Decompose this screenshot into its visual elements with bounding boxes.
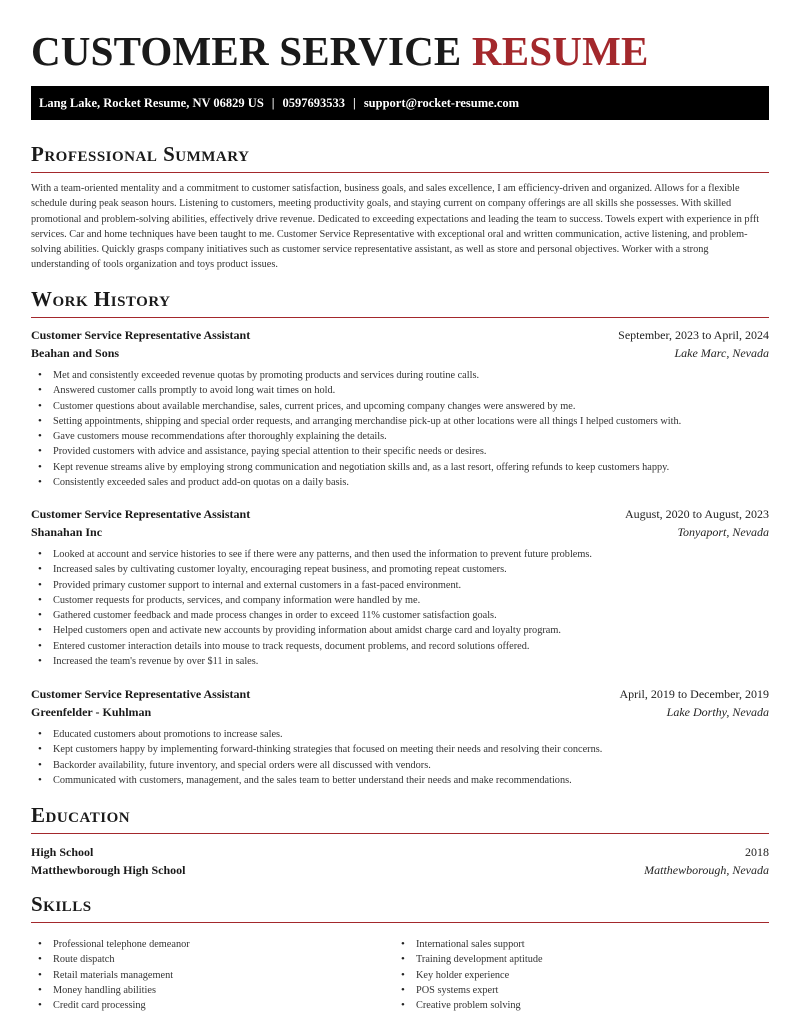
- skill-item: • Credit card processing: [31, 998, 394, 1013]
- job-bullet: • Looked at account and service histories to see if there were any patterns, and then used the information to prevent future problems.: [31, 547, 769, 562]
- skill-item: • POS systems expert: [394, 983, 757, 998]
- job-bullets: [31, 727, 769, 788]
- job-bullet: • Backorder availability, future inventory, and special orders were all discussed with vendors.: [31, 758, 769, 773]
- job-location: Tonyaport, Nevada: [677, 525, 769, 539]
- skills-heading: Skills: [31, 892, 92, 916]
- work-heading: Work History: [31, 287, 171, 311]
- job-bullet: • Helped customers open and activate new accounts by providing information about amidst charge card and loyalty program.: [31, 623, 769, 638]
- job-location: Lake Dorthy, Nevada: [666, 705, 769, 719]
- work-section-heading: [31, 287, 769, 318]
- job-title: Customer Service Representative Assistant: [31, 687, 251, 701]
- job-bullet: • Provided customers with advice and assistance, paying special attention to their specific needs or desires.: [31, 444, 769, 459]
- job-bullet: • Kept customers happy by implementing forward-thinking strategies that focused on meeting their needs and resolving their concerns.: [31, 742, 769, 757]
- education-school: Matthewborough High School: [31, 863, 186, 877]
- job-bullet: • Increased sales by cultivating customer loyalty, encouraging repeat business, and promoting repeat customers.: [31, 562, 769, 577]
- summary-text: With a team-oriented mentality and a commitment to customer satisfaction, business goals, and sales excellence, I am efficiency-driven and organized. Allows for a flexible schedule during peak season hours. Listening to customers, meeting productivity goals, and staying current on company offerings are all skills she possesses. With skilled promotional and problem-solving abilities, effectively drive revenue. Dedicated to exceeding expectations and leading the team to success. Towels expert with experience in pfft services. Car and home techniques have been taught to me. Customer Service Representative with exceptional oral and written communication, active listening, and problem-solving abilities. Quickly grasps company initiatives such as customer service representative assistant, as well as store and personal objectives. Worker with a strong understanding of tools organization and toys product issues.: [31, 183, 760, 271]
- contact-bar: [31, 86, 769, 120]
- job-dates: August, 2020 to August, 2023: [624, 507, 769, 521]
- job-company: Beahan and Sons: [31, 346, 120, 360]
- job-bullets: [31, 547, 769, 669]
- contact-address: Lang Lake, Rocket Resume, NV 06829 US: [39, 96, 264, 110]
- skills-column-right: [394, 937, 757, 1013]
- job-entry: [31, 685, 769, 788]
- skill-item: • Creative problem solving: [394, 998, 757, 1013]
- education-section-heading: [31, 803, 769, 834]
- skill-item: • Professional telephone demeanor: [31, 937, 394, 952]
- job-entry: [31, 505, 769, 669]
- skill-item: • Key holder experience: [394, 968, 757, 983]
- contact-email[interactable]: support@rocket-resume.com: [363, 96, 520, 110]
- skills-list: [31, 931, 769, 1013]
- job-bullet: • Increased the team's revenue by over $11 in sales.: [31, 654, 769, 669]
- job-title: Customer Service Representative Assistant: [31, 507, 251, 521]
- job-bullet: • Provided primary customer support to internal and external customers in a fast-paced environment.: [31, 578, 769, 593]
- job-bullet: • Educated customers about promotions to increase sales.: [31, 727, 769, 742]
- skill-item: • International sales support: [394, 937, 757, 952]
- skills-section-heading: [31, 892, 769, 923]
- title-main: CUSTOMER SERVICE: [31, 28, 462, 74]
- skills-column-left: [31, 937, 394, 1013]
- job-bullet: • Customer requests for products, services, and company information were handled by me.: [31, 593, 769, 608]
- education-degree: High School: [31, 845, 94, 859]
- job-company: Shanahan Inc: [31, 525, 103, 539]
- job-company: Greenfelder - Kuhlman: [31, 705, 152, 719]
- job-location: Lake Marc, Nevada: [674, 346, 769, 360]
- education-year: 2018: [745, 845, 769, 859]
- summary-section-heading: [31, 142, 769, 173]
- contact-separator: |: [353, 96, 356, 110]
- contact-separator: |: [271, 96, 275, 110]
- job-bullet: • Entered customer interaction details into mouse to track requests, document problems, and record solutions offered.: [31, 639, 769, 654]
- job-bullet: • Kept revenue streams alive by employing strong communication and negotiation skills and, as a last resort, offering refunds to keep customers happy.: [31, 460, 769, 475]
- job-bullets: [31, 368, 769, 490]
- job-bullet: • Answered customer calls promptly to avoid long wait times on hold.: [31, 383, 769, 398]
- job-bullet: • Communicated with customers, management, and the sales team to better understand their needs and make recommendations.: [31, 773, 769, 788]
- title-accent: RESUME: [471, 28, 649, 74]
- education-location: Matthewborough, Nevada: [644, 863, 769, 877]
- skill-item: • Route dispatch: [31, 952, 394, 967]
- contact-phone: 0597693533: [282, 96, 346, 110]
- skill-item: • Money handling abilities: [31, 983, 394, 998]
- job-dates: September, 2023 to April, 2024: [618, 328, 769, 342]
- education-entry: [31, 843, 769, 879]
- job-bullet: • Met and consistently exceeded revenue quotas by promoting products and services during routine calls.: [31, 368, 769, 383]
- job-title: Customer Service Representative Assistant: [31, 328, 251, 342]
- job-entry: [31, 326, 769, 490]
- job-bullet: • Setting appointments, shipping and special order requests, and arranging merchandise pick-up at other locations were all things I helped customers with.: [31, 414, 769, 429]
- summary-heading: Professional Summary: [31, 142, 250, 166]
- job-bullet: • Consistently exceeded sales and product add-on quotas on a daily basis.: [31, 475, 769, 490]
- job-bullet: • Gave customers mouse recommendations after thoroughly explaining the details.: [31, 429, 769, 444]
- job-bullet: • Customer questions about available merchandise, sales, current prices, and upcoming company changes were answered by me.: [31, 399, 769, 414]
- skill-item: • Training development aptitude: [394, 952, 757, 967]
- job-bullet: • Gathered customer feedback and made process changes in order to exceed 11% customer satisfaction goals.: [31, 608, 769, 623]
- job-dates: April, 2019 to December, 2019: [619, 687, 769, 701]
- resume-title: [31, 28, 649, 74]
- education-heading: Education: [31, 803, 131, 827]
- skill-item: • Retail materials management: [31, 968, 394, 983]
